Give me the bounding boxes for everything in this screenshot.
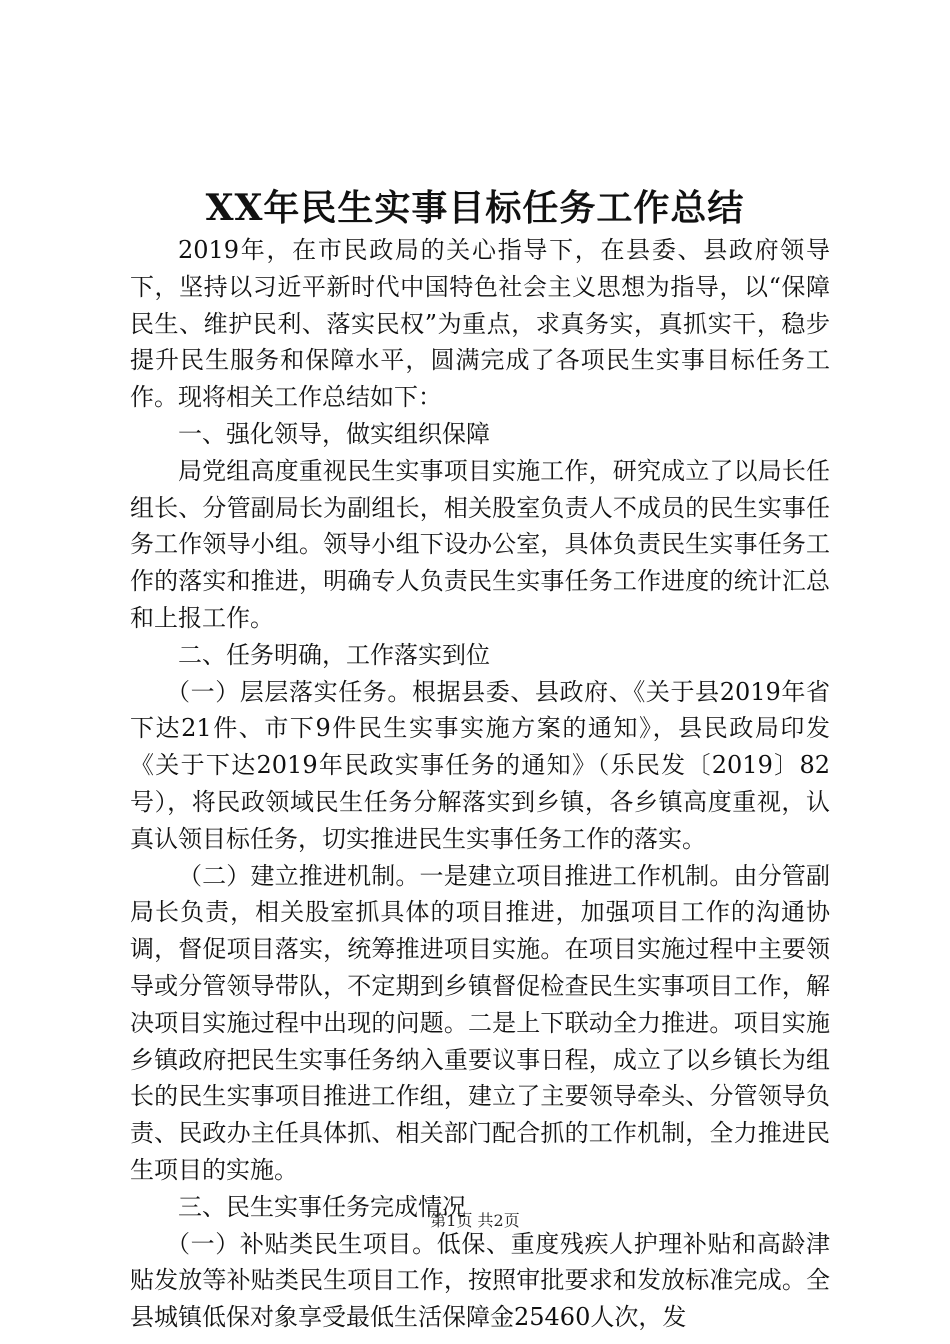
page-indicator: 第1页 共2页: [430, 1211, 520, 1230]
section-2-item-2: （二）建立推进机制。一是建立项目推进工作机制。由分管副局长负责，相关股室抓具体的项目推进，加强项目工作的沟通协调，督促项目落实，统筹推进项目实施。在项目实施过程中主要领导或分管领导带队，不定期到乡镇督促检查民生实事项目工作，解决项目实施过程中出现的问题。二是上下联动全力推进。项目实施乡镇政府把民生实事任务纳入重要议事日程，成立了以乡镇长为组长的民生实事项目推进工作组，建立了主要领导牵头、分管领导负责、民政办主任具体抓、相关部门配合抓的工作机制，全力推进民生项目的实施。: [130, 861, 830, 1184]
section-heading-1: 一、强化领导，做实组织保障: [178, 419, 490, 448]
section-heading-3: 三、民生实事任务完成情况: [178, 1192, 466, 1221]
section-heading-2: 二、任务明确，工作落实到位: [178, 640, 490, 669]
section-3-item-1: （一）补贴类民生项目。低保、重度残疾人护理补贴和高龄津贴发放等补贴类民生项目工作，按照审批要求和发放标准完成。全县城镇低保对象享受最低生活保障金25460人次，发: [130, 1229, 830, 1332]
intro-paragraph: 2019年，在市民政局的关心指导下，在县委、县政府领导下，坚持以习近平新时代中国特色社会主义思想为指导，以“保障民生、维护民利、落实民权”为重点，求真务实，真抓实干，稳步提升民生服务和保障水平，圆满完成了各项民生实事目标任务工作。现将相关工作总结如下：: [130, 236, 830, 412]
section-1-paragraph: 局党组高度重视民生实事项目实施工作，研究成立了以局长任组长、分管副局长为副组长，相关股室负责人不成员的民生实事任务工作领导小组。领导小组下设办公室，具体负责民生实事任务工作的落实和推进，明确专人负责民生实事任务工作进度的统计汇总和上报工作。: [130, 456, 830, 632]
section-2-item-1: （一）层层落实任务。根据县委、县政府、《关于县2019年省下达21件、市下9件民生实事实施方案的通知》，县民政局印发《关于下达2019年民政实事任务的通知》（乐民发〔2019〕82号），将民政领域民生任务分解落实到乡镇，各乡镇高度重视，认真认领目标任务，切实推进民生实事任务工作的落实。: [130, 677, 830, 853]
document-body: [130, 232, 830, 1336]
document-title: XX年民生实事目标任务工作总结: [205, 187, 745, 229]
